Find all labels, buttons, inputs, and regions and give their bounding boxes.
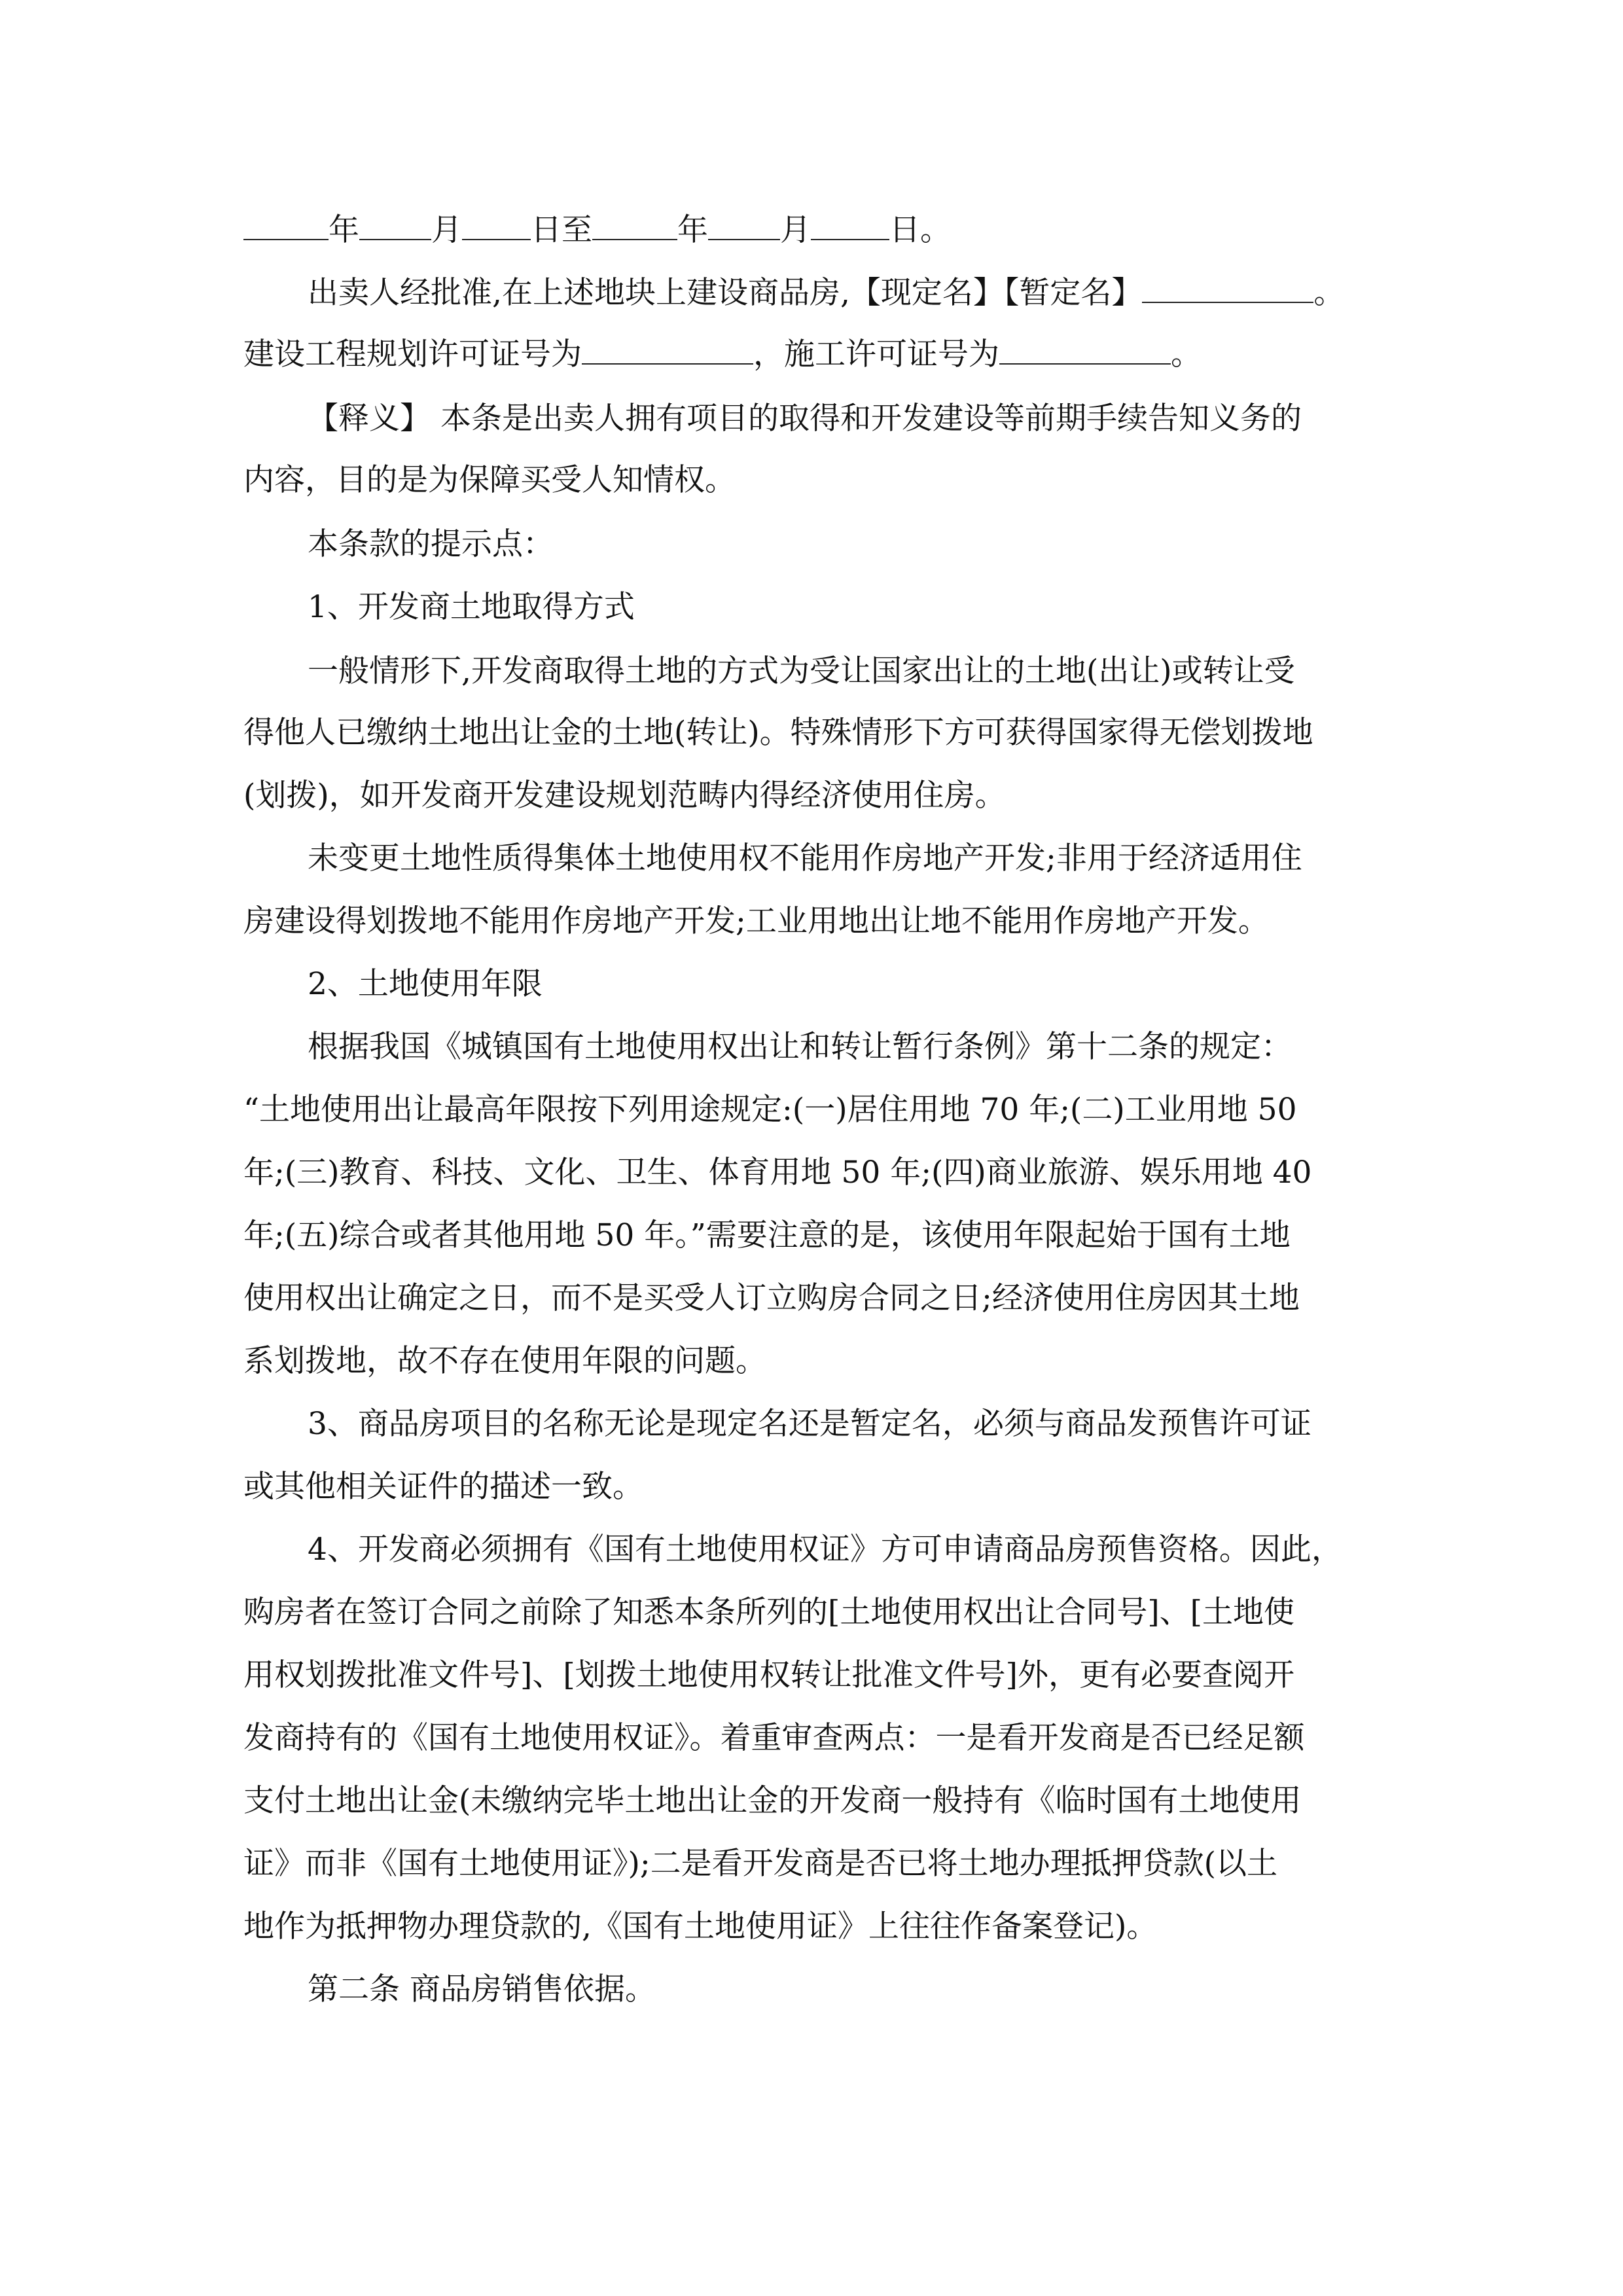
paragraph-line: (划拨)，如开发商开发建设规划范畴内得经济使用住房。 (243, 778, 1006, 814)
section-heading-2: 2、土地使用年限 (308, 966, 543, 1002)
paragraph-line: 证》而非《国有土地使用证》);二是看开发商是否已将土地办理抵押贷款(以土 (243, 1846, 1278, 1882)
paragraph-line: 未变更土地性质得集体土地使用权不能用作房地产开发;非用于经济适用住 (308, 840, 1302, 876)
day-blank[interactable] (462, 213, 531, 240)
interpretation-line-1: 【释义】 本条是出卖人拥有项目的取得和开发建设等前期手续告知义务的 (308, 401, 1302, 437)
paragraph-line: 用权划拨批准文件号]、[划拨土地使用权转让批准文件号]外，更有必要查阅开 (243, 1657, 1295, 1693)
planning-permit-blank[interactable] (582, 337, 753, 365)
month-blank[interactable] (359, 213, 431, 240)
paragraph-line: 系划拨地，故不存在使用年限的问题。 (243, 1343, 766, 1379)
paragraph-line: 使用权出让确定之日，而不是买受人订立购房合同之日;经济使用住房因其土地 (243, 1280, 1300, 1316)
paragraph-line: 购房者在签订合同之前除了知悉本条所列的[土地使用权出让合同号]、[土地使 (243, 1594, 1295, 1630)
paragraph-line: 得他人已缴纳土地出让金的土地(转让)。特殊情形下方可获得国家得无偿划拨地 (243, 715, 1313, 751)
section-heading-1: 1、开发商土地取得方式 (308, 589, 635, 625)
date-range-line: 年 月 日至 年 月 日。 (243, 211, 951, 250)
paragraph-line: 发商持有的《国有土地使用权证》。着重审查两点：一是看开发商是否已经足额 (243, 1720, 1305, 1756)
interpretation-line-2: 内容，目的是为保障买受人知情权。 (243, 462, 736, 498)
paragraph-line: 地作为抵押物办理贷款的,《国有土地使用证》上往往作备案登记)。 (243, 1909, 1158, 1945)
year-blank[interactable] (592, 213, 677, 240)
paragraph-line: 3、商品房项目的名称无论是现定名还是暂定名，必须与商品发预售许可证 (308, 1406, 1311, 1442)
paragraph-line: 年;(三)教育、科技、文化、卫生、体育用地 50 年;(四)商业旅游、娱乐用地 40 (243, 1155, 1312, 1191)
paragraph-line: 一般情形下,开发商取得土地的方式为受让国家出让的土地(出让)或转让受 (308, 653, 1295, 689)
paragraph-line: 房建设得划拨地不能用作房地产开发;工业用地出让地不能用作房地产开发。 (243, 903, 1269, 939)
paragraph-line: 4、开发商必须拥有《国有土地使用权证》方可申请商品房预售资格。因此， (308, 1532, 1342, 1568)
paragraph-line: 支付土地出让金(未缴纳完毕土地出让金的开发商一般持有《临时国有土地使用 (243, 1783, 1302, 1819)
project-name-line: 出卖人经批准,在上述地块上建设商品房,【现定名】【暂定名】 。 (308, 275, 1345, 311)
permit-number-line: 建设工程规划许可证号为 ，施工许可证号为 。 (243, 336, 1202, 372)
project-name-blank[interactable] (1142, 276, 1313, 303)
day-blank[interactable] (811, 213, 889, 240)
construction-permit-blank[interactable] (999, 337, 1171, 365)
month-blank[interactable] (708, 213, 780, 240)
year-blank[interactable] (243, 213, 329, 240)
paragraph-line: 根据我国《城镇国有土地使用权出让和转让暂行条例》第十二条的规定： (308, 1029, 1292, 1065)
paragraph-line: 或其他相关证件的描述一致。 (243, 1469, 643, 1505)
paragraph-line: “土地使用出让最高年限按下列用途规定:(一)居住用地 70 年;(二)工业用地 50 (243, 1092, 1297, 1128)
article-2-heading: 第二条 商品房销售依据。 (308, 1971, 656, 2007)
tips-heading: 本条款的提示点： (308, 526, 554, 562)
paragraph-line: 年;(五)综合或者其他用地 50 年。”需要注意的是，该使用年限起始于国有土地 (243, 1217, 1291, 1253)
